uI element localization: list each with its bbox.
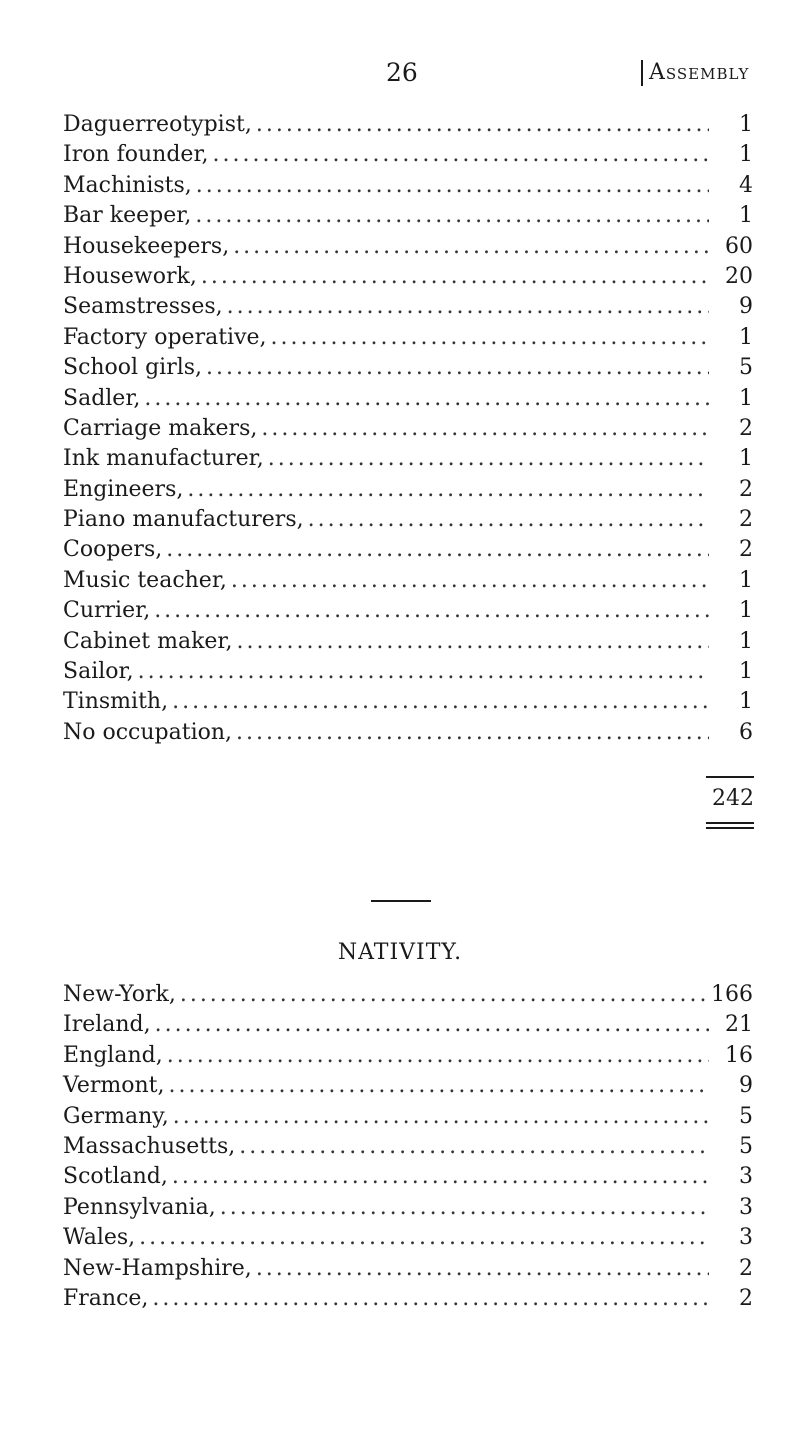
row-label: France, (63, 1285, 149, 1311)
dot-leader (166, 537, 709, 562)
row-label: School girls, (63, 355, 203, 381)
row-label: No occupation, (63, 719, 233, 745)
dot-leader (195, 203, 709, 228)
row-value: 2 (739, 537, 753, 563)
row-label: Bar keeper, (63, 203, 192, 229)
row-label: Cabinet maker, (63, 628, 233, 654)
total-rule (706, 776, 754, 778)
dot-leader (201, 264, 709, 289)
dot-leader (196, 173, 709, 198)
row-label: Pennsylvania, (63, 1194, 216, 1220)
occupation-row (63, 598, 753, 628)
total-double-rule (706, 822, 754, 829)
row-value: 1 (739, 446, 753, 472)
row-label: New-Hampshire, (63, 1255, 252, 1281)
dot-leader (256, 1256, 709, 1281)
row-value: 3 (739, 1225, 753, 1251)
occupation-row (63, 659, 753, 689)
row-label: Seamstresses, (63, 294, 223, 320)
nativity-row (63, 1134, 753, 1164)
row-value: 2 (739, 476, 753, 502)
occupation-row (63, 294, 753, 324)
occupation-row (63, 386, 753, 416)
row-value: 1 (739, 112, 753, 137)
row-value: 1 (739, 142, 753, 168)
row-label: Factory operative, (63, 324, 267, 350)
nativity-row (63, 1012, 753, 1042)
row-value: 6 (739, 719, 753, 745)
dot-leader (173, 1104, 709, 1129)
dot-leader (139, 1225, 709, 1250)
row-label: Coopers, (63, 537, 163, 563)
nativity-list (63, 982, 753, 1316)
dot-leader (152, 1286, 709, 1311)
occupation-total: 242 (712, 786, 754, 811)
row-value: 166 (711, 982, 753, 1007)
dot-leader (268, 446, 709, 471)
dot-leader (233, 234, 709, 259)
occupation-row (63, 477, 753, 507)
nativity-row (63, 1104, 753, 1134)
dot-leader (144, 386, 709, 411)
row-label: New-York, (63, 982, 176, 1007)
dot-leader (138, 659, 709, 684)
dot-leader (213, 142, 709, 167)
row-label: Sadler, (63, 385, 141, 411)
dot-leader (169, 1073, 709, 1098)
dot-leader (167, 1043, 709, 1068)
row-value: 1 (739, 659, 753, 685)
row-label: Tinsmith, (63, 689, 169, 715)
occupation-row (63, 203, 753, 233)
occupation-row (63, 720, 753, 750)
row-value: 1 (739, 203, 753, 229)
row-label: Housework, (63, 263, 197, 289)
row-value: 5 (739, 1133, 753, 1159)
dot-leader (206, 355, 709, 380)
nativity-row (63, 1286, 753, 1316)
page-header (0, 58, 800, 98)
row-value: 60 (725, 233, 753, 259)
occupation-row (63, 537, 753, 567)
row-value: 2 (739, 1285, 753, 1311)
row-label: Ink manufacturer, (63, 446, 264, 472)
dot-leader (172, 689, 709, 714)
row-label: Daguerreotypist, (63, 112, 252, 137)
row-value: 3 (739, 1194, 753, 1220)
row-label: Vermont, (63, 1073, 165, 1099)
dot-leader (172, 1164, 709, 1189)
dot-leader (256, 112, 709, 137)
dot-leader (308, 507, 709, 532)
section-title-nativity: NATIVITY. (337, 940, 463, 965)
occupation-row (63, 264, 753, 294)
row-label: Engineers, (63, 476, 184, 502)
dot-leader (261, 416, 709, 441)
occupation-row (63, 112, 753, 142)
dot-leader (155, 1012, 709, 1037)
nativity-row (63, 1043, 753, 1073)
row-label: Currier, (63, 598, 151, 624)
row-label: England, (63, 1042, 163, 1068)
row-value: 1 (739, 628, 753, 654)
dot-leader (271, 325, 709, 350)
row-label: Massachusetts, (63, 1133, 236, 1159)
row-label: Carriage makers, (63, 415, 258, 441)
occupation-row (63, 629, 753, 659)
row-value: 9 (739, 294, 753, 320)
dot-leader (187, 477, 709, 502)
occupation-row (63, 507, 753, 537)
nativity-row (63, 1195, 753, 1225)
occupation-row (63, 173, 753, 203)
row-value: 1 (739, 324, 753, 350)
dot-leader (220, 1195, 709, 1220)
occupation-row (63, 568, 753, 598)
row-value: 1 (739, 567, 753, 593)
dot-leader (154, 598, 709, 623)
row-label: Machinists, (63, 172, 192, 198)
occupation-row (63, 234, 753, 264)
row-value: 3 (739, 1164, 753, 1190)
row-label: Piano manufacturers, (63, 507, 304, 533)
nativity-row (63, 1256, 753, 1286)
row-value: 1 (739, 689, 753, 715)
section-divider (371, 900, 431, 902)
occupation-row (63, 689, 753, 719)
row-value: 20 (725, 263, 753, 289)
row-value: 5 (739, 355, 753, 381)
occupation-row (63, 355, 753, 385)
running-head: Assembly (641, 60, 749, 86)
row-value: 5 (739, 1103, 753, 1129)
row-value: 1 (739, 385, 753, 411)
dot-leader (231, 568, 709, 593)
row-label: Germany, (63, 1103, 169, 1129)
row-value: 2 (739, 415, 753, 441)
nativity-row (63, 1225, 753, 1255)
row-value: 1 (739, 598, 753, 624)
occupation-row (63, 446, 753, 476)
dot-leader (180, 982, 707, 1007)
nativity-row (63, 1073, 753, 1103)
row-value: 2 (739, 507, 753, 533)
row-label: Music teacher, (63, 567, 227, 593)
row-label: Scotland, (63, 1164, 168, 1190)
occupation-row (63, 416, 753, 446)
row-value: 16 (725, 1042, 753, 1068)
dot-leader (239, 1134, 709, 1159)
page-number: 26 (386, 58, 418, 87)
nativity-row (63, 982, 753, 1012)
dot-leader (236, 720, 709, 745)
row-value: 4 (739, 172, 753, 198)
dot-leader (227, 294, 709, 319)
occupation-row (63, 142, 753, 172)
nativity-row (63, 1164, 753, 1194)
row-label: Sailor, (63, 659, 134, 685)
occupation-row (63, 325, 753, 355)
row-label: Housekeepers, (63, 233, 230, 259)
row-value: 9 (739, 1073, 753, 1099)
dot-leader (237, 629, 709, 654)
row-value: 2 (739, 1255, 753, 1281)
row-label: Iron founder, (63, 142, 209, 168)
row-value: 21 (725, 1012, 753, 1038)
row-label: Ireland, (63, 1012, 151, 1038)
row-label: Wales, (63, 1225, 136, 1251)
occupation-list (63, 112, 753, 750)
